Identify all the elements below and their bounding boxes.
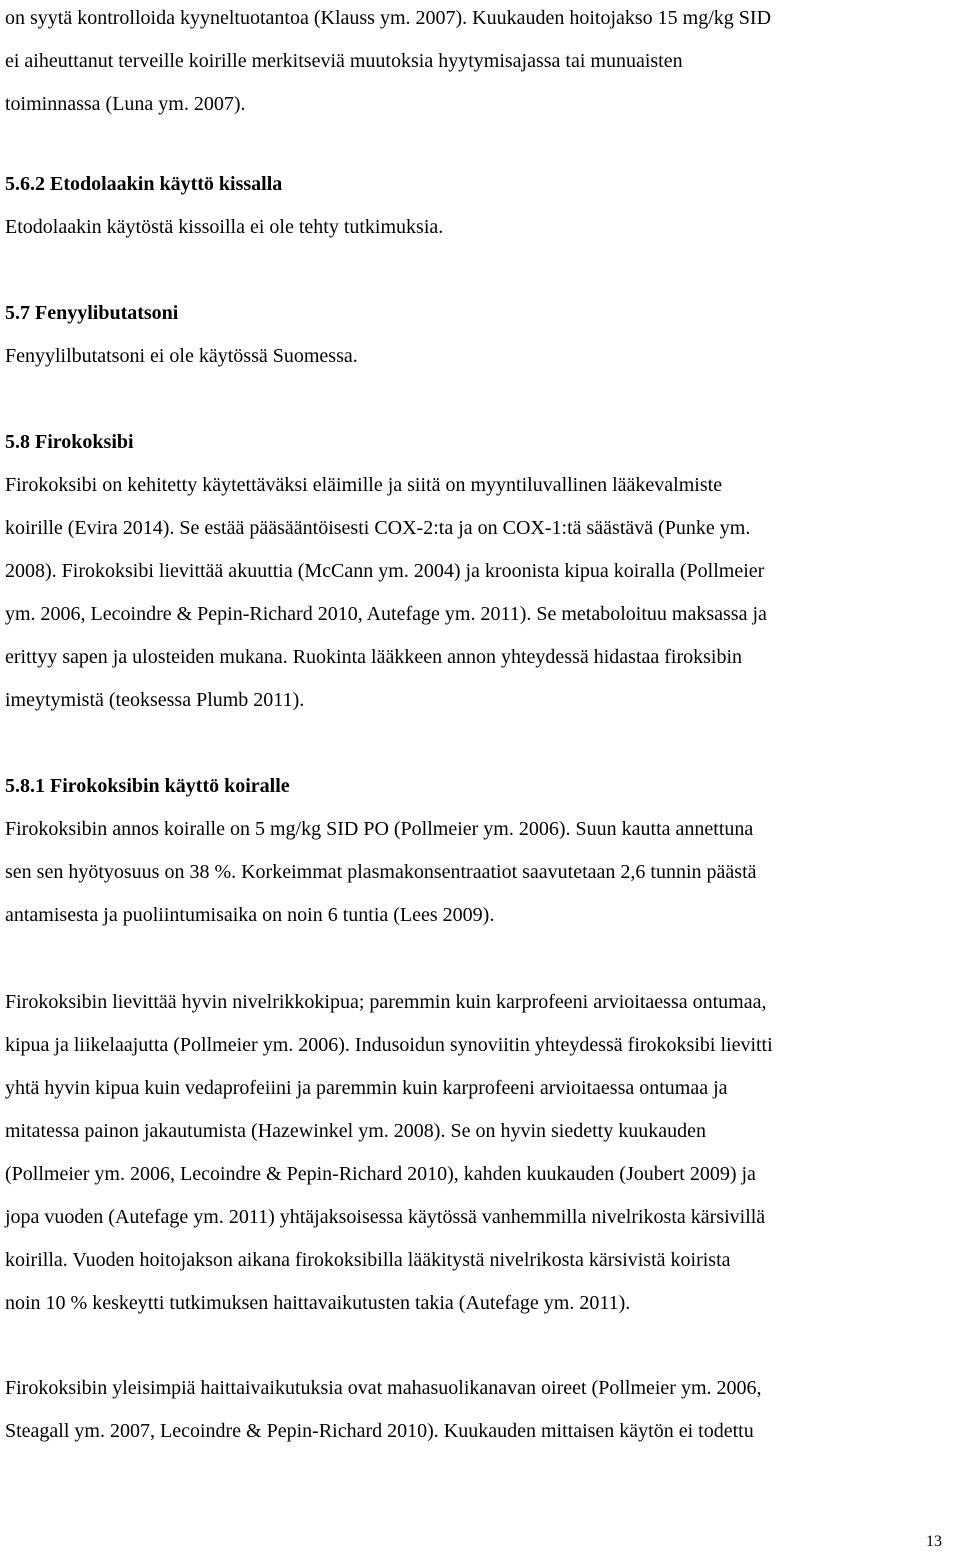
- text-line: ym. 2006, Lecoindre & Pepin-Richard 2010, Autefage ym. 2011). Se metaboloituu maksassa ja: [5, 603, 767, 625]
- text-line: erittyy sapen ja ulosteiden mukana. Ruokinta lääkkeen annon yhteydessä hidastaa firoksibin: [5, 646, 743, 668]
- text-line: on syytä kontrolloida kyyneltuotantoa (Klauss ym. 2007). Kuukauden hoitojakso 15 mg/kg SID: [5, 7, 772, 29]
- efficacy-paragraph: [5, 981, 773, 1325]
- text-line: antamisesta ja puoliintumisaika on noin 6 tuntia (Lees 2009).: [5, 904, 495, 926]
- text-line: kipua ja liikelaajutta (Pollmeier ym. 2006). Indusoidun synoviitin yhteydessä firokoksibi lievitti: [5, 1034, 773, 1056]
- text-line: Firokoksibin annos koiralle on 5 mg/kg SID PO (Pollmeier ym. 2006). Suun kautta annettuna: [5, 818, 754, 840]
- intro-paragraph: [5, 0, 771, 126]
- text-line: imeytymistä (teoksessa Plumb 2011).: [5, 689, 305, 711]
- text-line: Firokoksibi on kehitetty käytettäväksi eläimille ja siitä on myyntiluvallinen lääkevalmiste: [5, 474, 723, 496]
- text-line: mitatessa painon jakautumista (Hazewinkel ym. 2008). Se on hyvin siedetty kuukauden: [5, 1120, 706, 1142]
- section-heading: 5.6.2 Etodolaakin käyttö kissalla: [5, 173, 283, 195]
- section-5-6-2: [5, 163, 443, 249]
- text-line: ei aiheuttanut terveille koirille merkitseviä muutoksia hyytymisajassa tai munuaisten: [5, 50, 683, 72]
- page-number: 13: [926, 1533, 942, 1550]
- section-5-8-1: [5, 765, 757, 937]
- adverse-effects-paragraph: [5, 1367, 762, 1453]
- text-line: Etodolaakin käytöstä kissoilla ei ole tehty tutkimuksia.: [5, 216, 444, 238]
- text-line: Firokoksibin lievittää hyvin nivelrikkokipua; paremmin kuin karprofeeni arvioitaessa ontumaa,: [5, 991, 767, 1013]
- text-line: yhtä hyvin kipua kuin vedaprofeiini ja paremmin kuin karprofeeni arvioitaessa ontumaa ja: [5, 1077, 728, 1099]
- text-line: Fenyylilbutatsoni ei ole käytössä Suomessa.: [5, 345, 358, 367]
- text-line: koirille (Evira 2014). Se estää pääsääntöisesti COX-2:ta ja on COX-1:tä säästävä (Punke ym.: [5, 517, 751, 539]
- text-line: 2008). Firokoksibi lievittää akuuttia (McCann ym. 2004) ja kroonista kipua koiralla (Pollmeier: [5, 560, 765, 582]
- text-line: (Pollmeier ym. 2006, Lecoindre & Pepin-Richard 2010), kahden kuukauden (Joubert 2009) ja: [5, 1163, 756, 1185]
- section-5-8: [5, 421, 767, 722]
- text-line: noin 10 % keskeytti tutkimuksen haittavaikutusten takia (Autefage ym. 2011).: [5, 1292, 631, 1314]
- text-line: Firokoksibin yleisimpiä haittaivaikutuksia ovat mahasuolikanavan oireet (Pollmeier ym. 2006,: [5, 1377, 762, 1399]
- section-heading: 5.7 Fenyylibutatsoni: [5, 302, 179, 324]
- section-heading: 5.8 Firokoksibi: [5, 431, 134, 453]
- text-line: jopa vuoden (Autefage ym. 2011) yhtäjaksoisessa käytössä vanhemmilla nivelrikosta kärsivillä: [5, 1206, 766, 1228]
- text-line: Steagall ym. 2007, Lecoindre & Pepin-Richard 2010). Kuukauden mittaisen käytön ei todettu: [5, 1420, 754, 1442]
- text-line: sen sen hyötyosuus on 38 %. Korkeimmat plasmakonsentraatiot saavutetaan 2,6 tunnin päästä: [5, 861, 757, 883]
- text-line: toiminnassa (Luna ym. 2007).: [5, 93, 246, 115]
- section-heading: 5.8.1 Firokoksibin käyttö koiralle: [5, 775, 290, 797]
- section-5-7: [5, 292, 358, 378]
- text-line: koirilla. Vuoden hoitojakson aikana firokoksibilla lääkitystä nivelrikosta kärsivistä koirista: [5, 1249, 731, 1271]
